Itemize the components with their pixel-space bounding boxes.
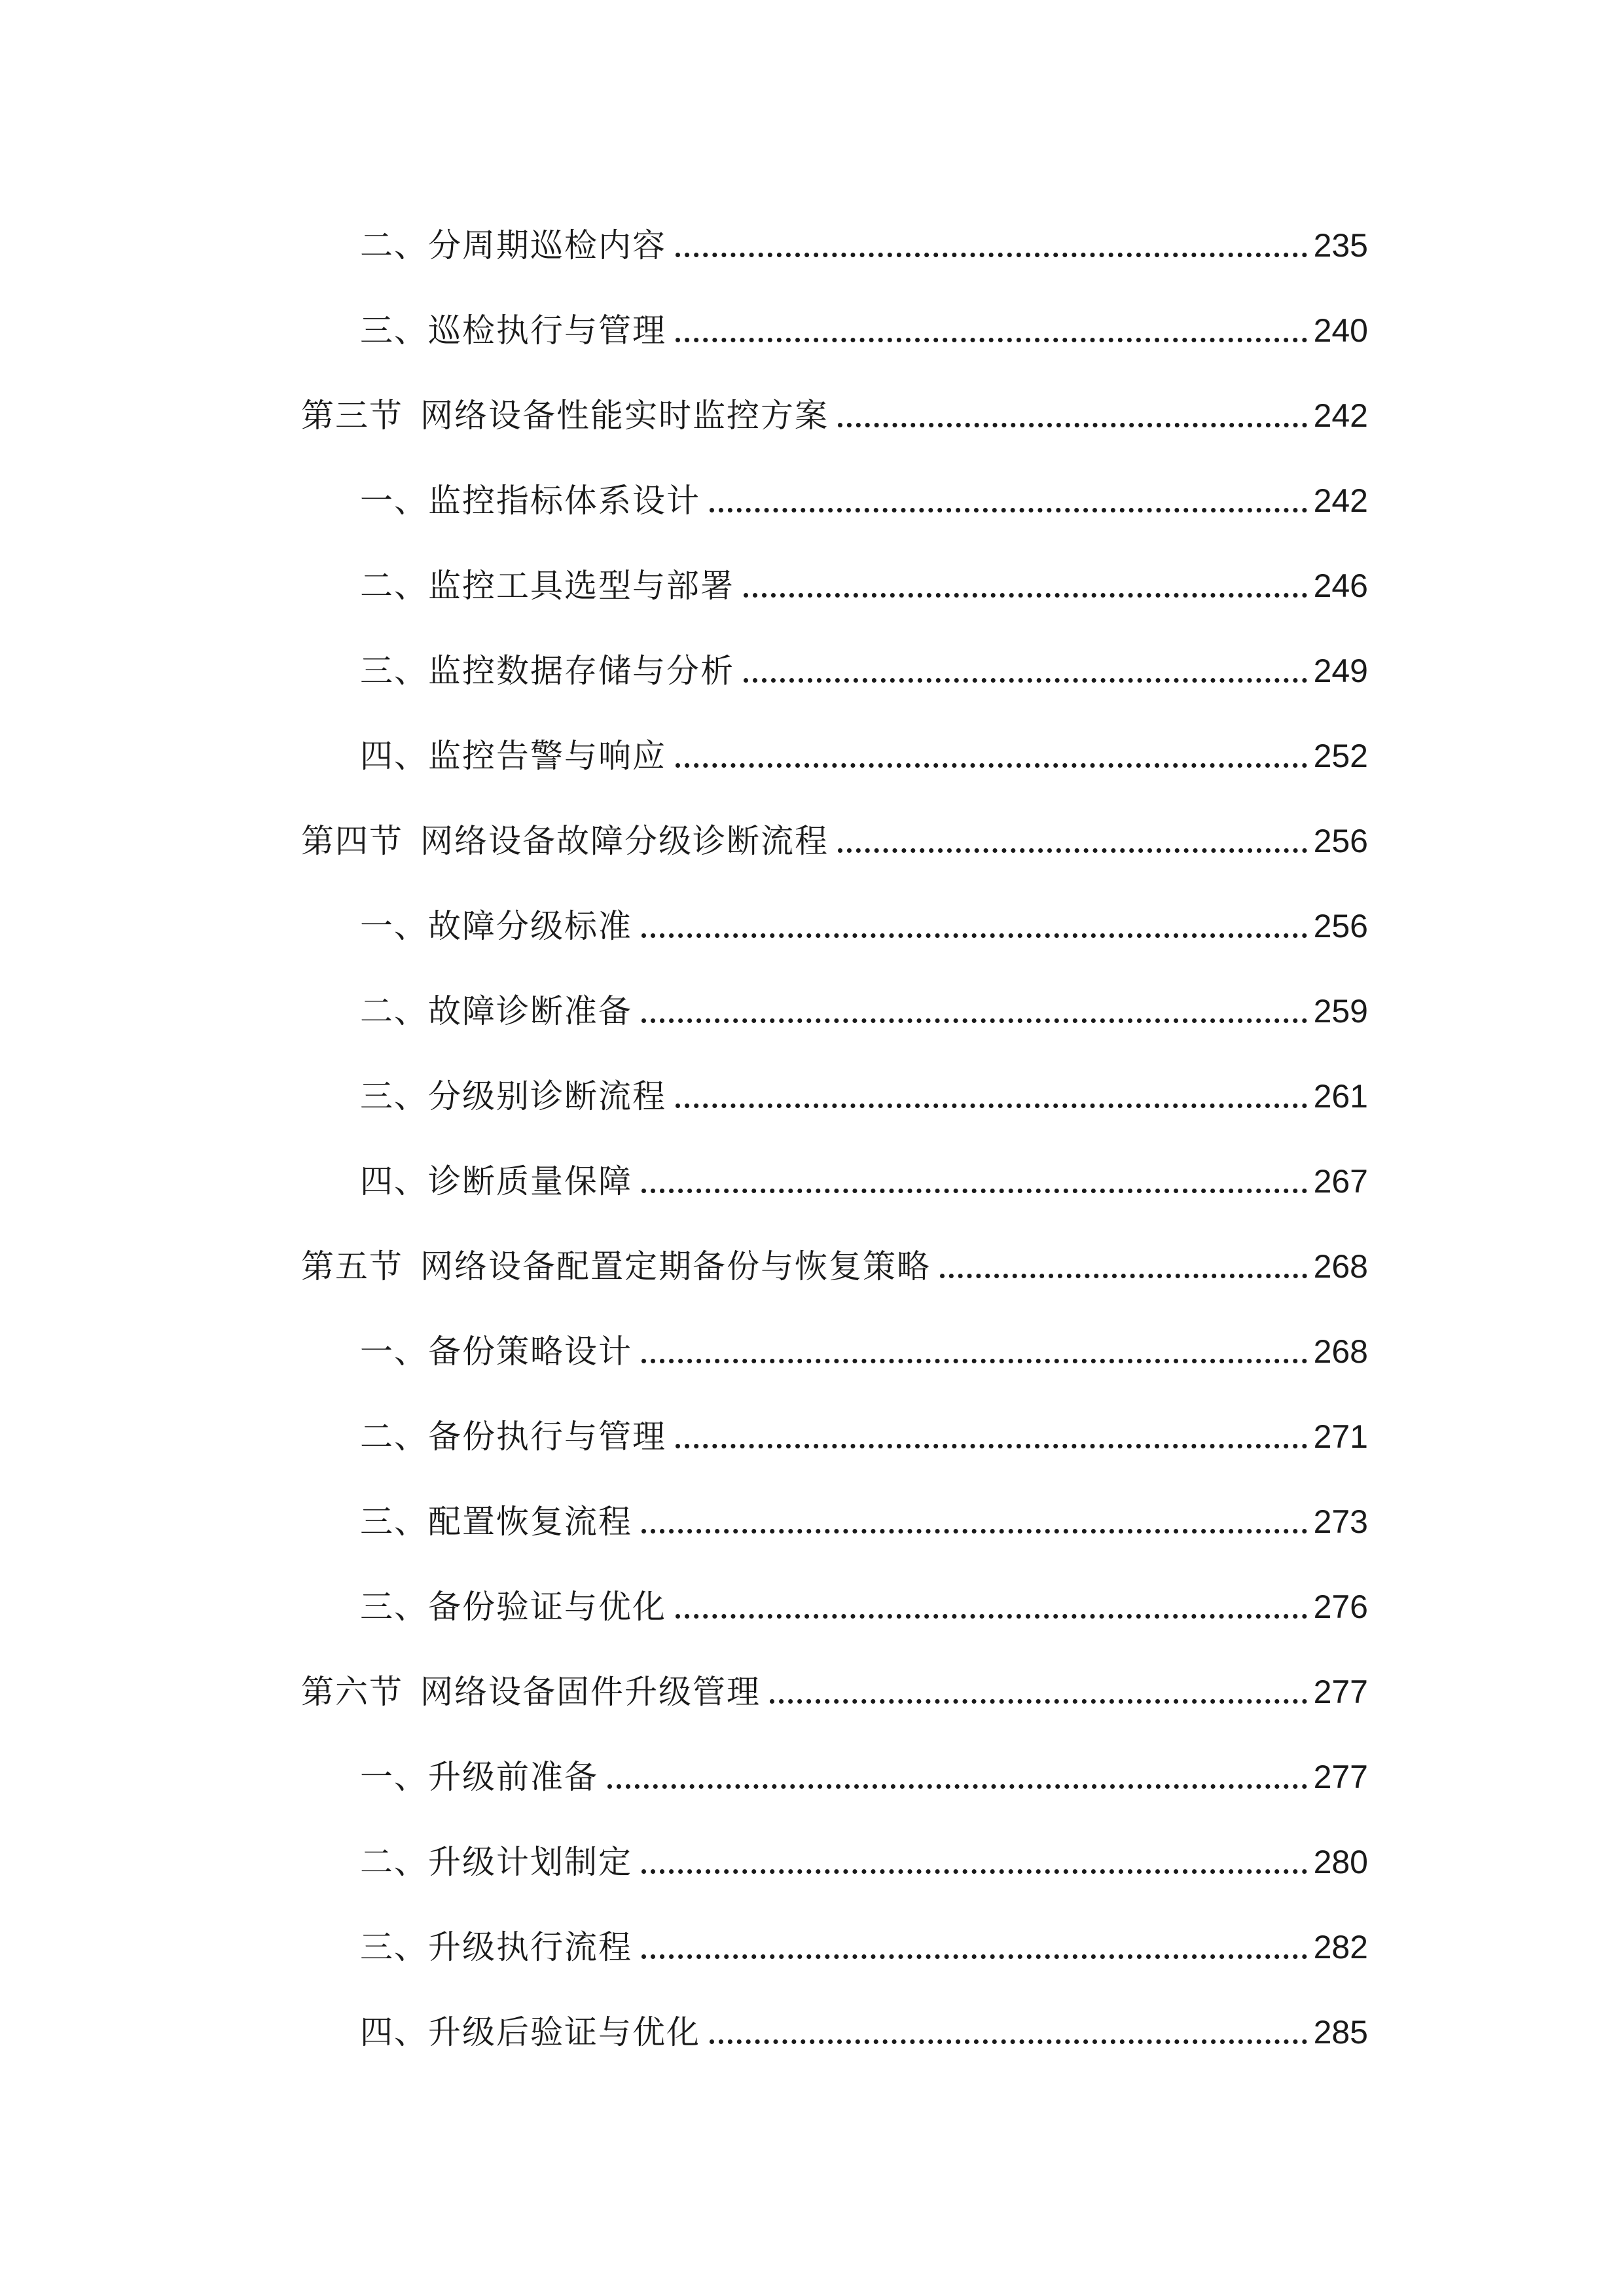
dot-leader xyxy=(676,1103,1307,1108)
dot-leader xyxy=(838,423,1307,427)
toc-entry-title: 配置恢复流程 xyxy=(428,1503,632,1541)
toc-entry-title: 监控工具选型与部署 xyxy=(428,567,734,605)
toc-entry-label xyxy=(360,226,666,265)
toc-entry[interactable] xyxy=(360,972,1368,1031)
toc-entry-page: 249 xyxy=(1313,653,1368,689)
toc-entry[interactable] xyxy=(301,376,1368,435)
toc-entry-label xyxy=(301,396,829,435)
toc-entry[interactable] xyxy=(360,632,1368,691)
toc-entry[interactable] xyxy=(360,1738,1368,1797)
dot-leader xyxy=(641,933,1307,938)
toc-entry-label xyxy=(360,1502,632,1541)
toc-entry-title: 监控数据存储与分析 xyxy=(428,652,734,690)
dot-leader xyxy=(710,508,1307,512)
toc-entry-number: 四、 xyxy=(360,2013,428,2051)
toc-entry-number: 一、 xyxy=(360,1758,428,1796)
toc-entry[interactable] xyxy=(360,1397,1368,1456)
toc-entry-number: 第四节 xyxy=(301,822,403,860)
toc-entry-title: 升级前准备 xyxy=(428,1758,598,1796)
dot-leader xyxy=(641,1954,1307,1959)
toc-entry-label xyxy=(301,1672,761,1712)
dot-leader xyxy=(676,253,1307,257)
toc-entry-label xyxy=(360,651,734,691)
toc-entry-number: 二、 xyxy=(360,1843,428,1881)
toc-entry-title: 备份策略设计 xyxy=(428,1333,632,1371)
toc-entry-number: 三、 xyxy=(360,1503,428,1541)
toc-entry-title: 升级计划制定 xyxy=(428,1843,632,1881)
toc-entry[interactable] xyxy=(301,1653,1368,1712)
toc-entry-page: 261 xyxy=(1313,1078,1368,1115)
toc-entry-label xyxy=(360,906,632,946)
toc-entry-title: 监控告警与响应 xyxy=(428,737,666,775)
toc-entry-title: 网络设备故障分级诊断流程 xyxy=(420,822,829,860)
toc-entry[interactable] xyxy=(360,461,1368,520)
toc-entry-number: 三、 xyxy=(360,312,428,350)
toc-entry-title: 故障分级标准 xyxy=(428,907,632,945)
toc-entry-number: 第三节 xyxy=(301,397,403,435)
toc-entry-title: 升级后验证与优化 xyxy=(428,2013,700,2051)
toc-entry-number: 四、 xyxy=(360,737,428,775)
toc-entry-label xyxy=(360,736,666,776)
toc-entry-label xyxy=(360,481,700,520)
toc-entry-title: 网络设备性能实时监控方案 xyxy=(420,397,829,435)
toc-entry[interactable] xyxy=(360,1993,1368,2052)
toc-entry-title: 网络设备配置定期备份与恢复策略 xyxy=(420,1247,931,1285)
toc-entry[interactable] xyxy=(360,1057,1368,1116)
toc-entry-number: 第六节 xyxy=(301,1673,403,1711)
toc-entry[interactable] xyxy=(360,1568,1368,1626)
dot-leader xyxy=(676,1444,1307,1448)
toc-entry-title: 诊断质量保障 xyxy=(428,1162,632,1200)
toc-entry-page: 259 xyxy=(1313,993,1368,1030)
toc-entry[interactable] xyxy=(360,1482,1368,1541)
toc-entry-number: 四、 xyxy=(360,1162,428,1200)
dot-leader xyxy=(641,1529,1307,1534)
toc-entry-title: 分级别诊断流程 xyxy=(428,1077,666,1115)
toc-entry[interactable] xyxy=(360,717,1368,776)
toc-entry-page: 256 xyxy=(1313,823,1368,859)
toc-entry-label xyxy=(301,1247,931,1286)
toc-entry-label xyxy=(360,566,734,605)
toc-entry[interactable] xyxy=(360,206,1368,265)
toc-entry-title: 监控指标体系设计 xyxy=(428,482,700,520)
toc-entry-number: 三、 xyxy=(360,1928,428,1966)
toc-entry-number: 二、 xyxy=(360,567,428,605)
dot-leader xyxy=(710,2039,1307,2044)
toc-entry-number: 三、 xyxy=(360,1077,428,1115)
toc-entry-page: 282 xyxy=(1313,1929,1368,1965)
toc-entry-label xyxy=(360,311,666,350)
toc-entry-title: 网络设备固件升级管理 xyxy=(420,1673,761,1711)
toc-entry[interactable] xyxy=(360,1142,1368,1201)
dot-leader xyxy=(641,1189,1307,1193)
toc-entry[interactable] xyxy=(360,887,1368,946)
toc-entry-page: 271 xyxy=(1313,1418,1368,1455)
toc-entry[interactable] xyxy=(360,291,1368,350)
toc-entry-page: 280 xyxy=(1313,1844,1368,1880)
toc-entry-number: 二、 xyxy=(360,226,428,264)
toc-entry-page: 267 xyxy=(1313,1163,1368,1200)
dot-leader xyxy=(641,1359,1307,1363)
toc-entry-page: 246 xyxy=(1313,567,1368,604)
toc-entry-label xyxy=(360,1077,666,1116)
toc-entry-page: 256 xyxy=(1313,908,1368,944)
dot-leader xyxy=(641,1018,1307,1023)
toc-entry-label xyxy=(360,992,632,1031)
toc-entry[interactable] xyxy=(360,1908,1368,1967)
toc-entry-page: 285 xyxy=(1313,2014,1368,2051)
toc-entry-title: 升级执行流程 xyxy=(428,1928,632,1966)
dot-leader xyxy=(940,1274,1307,1278)
toc-entry-page: 240 xyxy=(1313,312,1368,349)
dot-leader xyxy=(676,338,1307,342)
toc-entry-page: 277 xyxy=(1313,1759,1368,1795)
dot-leader xyxy=(641,1869,1307,1874)
toc-entry-page: 268 xyxy=(1313,1248,1368,1285)
toc-entry-number: 第五节 xyxy=(301,1247,403,1285)
dot-leader xyxy=(607,1784,1307,1789)
toc-entry-label xyxy=(360,1332,632,1371)
toc-entry[interactable] xyxy=(301,1227,1368,1286)
toc-entry-title: 巡检执行与管理 xyxy=(428,312,666,350)
toc-entry-title: 备份执行与管理 xyxy=(428,1418,666,1456)
toc-entry-number: 二、 xyxy=(360,992,428,1030)
toc-entry-number: 一、 xyxy=(360,907,428,945)
toc-entry-page: 242 xyxy=(1313,397,1368,434)
toc-entry[interactable] xyxy=(360,1823,1368,1882)
toc-entry-number: 三、 xyxy=(360,1588,428,1626)
toc-entry-title: 分周期巡检内容 xyxy=(428,226,666,264)
toc-entry-label xyxy=(360,1757,598,1797)
dot-leader xyxy=(676,1614,1307,1619)
toc-entry-page: 252 xyxy=(1313,738,1368,774)
toc-entry-number: 三、 xyxy=(360,652,428,690)
toc-entry-label xyxy=(360,1417,666,1456)
dot-leader xyxy=(838,848,1307,853)
toc-entry-title: 备份验证与优化 xyxy=(428,1588,666,1626)
toc-entry-number: 一、 xyxy=(360,482,428,520)
toc-entry-title: 故障诊断准备 xyxy=(428,992,632,1030)
toc-entry-page: 273 xyxy=(1313,1503,1368,1540)
dot-leader xyxy=(676,763,1307,768)
toc-entry-page: 277 xyxy=(1313,1674,1368,1710)
toc-entry-label xyxy=(360,1587,666,1626)
toc-entry[interactable] xyxy=(360,547,1368,605)
toc-entry-label xyxy=(360,1928,632,1967)
toc-entry-label xyxy=(301,821,829,861)
toc-entry-page: 268 xyxy=(1313,1333,1368,1370)
toc-entry-label xyxy=(360,1162,632,1201)
dot-leader xyxy=(744,678,1307,683)
toc-entry-page: 242 xyxy=(1313,482,1368,519)
toc-entry-number: 二、 xyxy=(360,1418,428,1456)
toc-entry-page: 276 xyxy=(1313,1588,1368,1625)
dot-leader xyxy=(744,593,1307,598)
toc-entry-number: 一、 xyxy=(360,1333,428,1371)
toc-entry-label xyxy=(360,1842,632,1882)
dot-leader xyxy=(770,1699,1307,1704)
toc-entry[interactable] xyxy=(301,802,1368,861)
toc-entry-label xyxy=(360,2013,700,2052)
toc-entry[interactable] xyxy=(360,1312,1368,1371)
toc-entry-page: 235 xyxy=(1313,227,1368,264)
